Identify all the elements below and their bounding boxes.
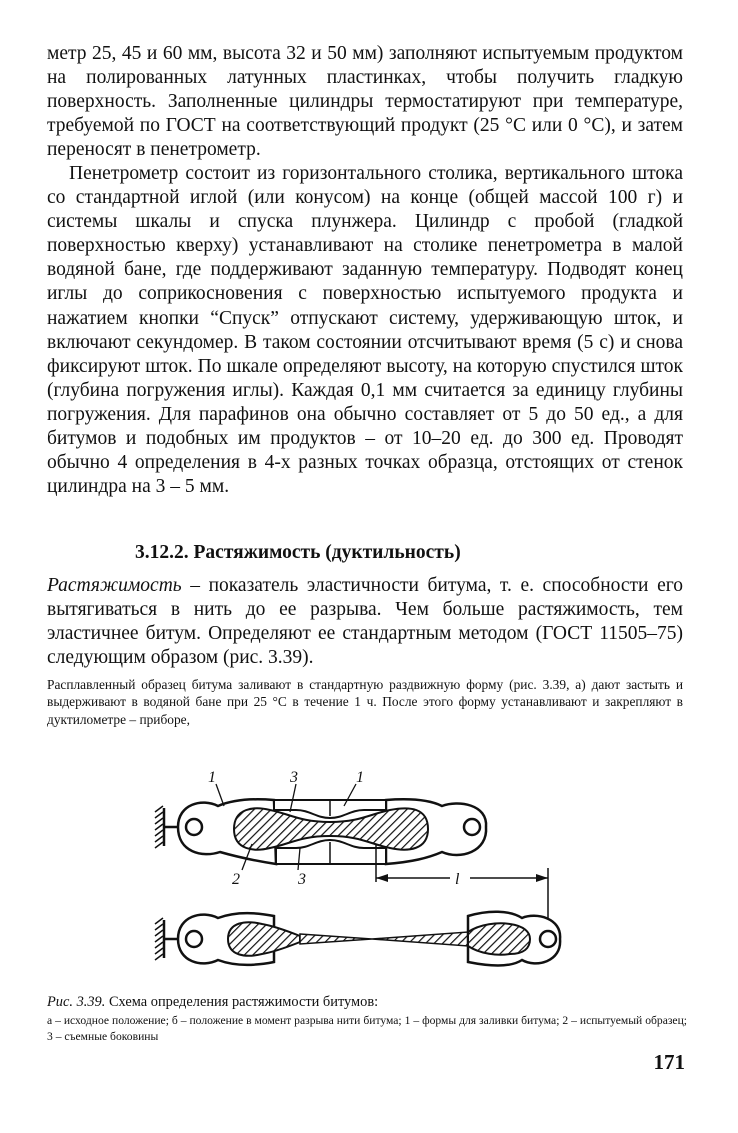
ductility-schematic — [150, 760, 570, 980]
paragraph-3-text: – показатель эластичности битума, т. е. способности его вытягиваться в нить до ее разрыва. Чем больше растяжимость, тем эластичнее битум. Определяют ее стандартным методом (ГОСТ 11505–75) следующим образом (рис. 3.39). — [47, 575, 683, 669]
label-specimen: 2 — [232, 871, 240, 888]
figure-ductility-diagram — [150, 760, 570, 985]
caption-number: Рис. 3.39. — [47, 994, 106, 1010]
paragraph-1: метр 25, 45 и 60 мм, высота 32 и 50 мм) заполняют испытуемым продуктом на полированных латунных пластинках, чтобы получить гладкую поверхность. Заполненные цилиндры термостатируют при температуре, требуемой по ГОСТ на соответствующий продукт (25 °С или 0 °С), и затем переносят в пенетрометр. — [47, 43, 683, 161]
label-length-l: l — [455, 871, 460, 888]
paragraph-3 — [47, 574, 683, 670]
section-heading: 3.12.2. Растяжимость (дуктильность) — [135, 542, 461, 563]
label-form-right: 1 — [356, 769, 364, 786]
paragraph-2: Пенетрометр состоит из горизонтального столика, вертикального штока со стандартной иглой (или конусом) на конце (общей массой 100 г) и системы шкалы и спуска плунжера. Цилиндр с пробой (гладкой поверхностью кверху) устанавливают на столике пенетрометра в малой водяной бане, где поддерживают заданную температуру. Подводят конец иглы до соприкосновения с поверхностью испытуемого продукта и нажатием кнопки “Спуск” отпускают систему, удерживающую шток, и включают секундомер. В таком состоянии отсчитывают время (5 с) и снова фиксируют шток. По шкале определяют высоту, на которую спустился шток (глубина погружения иглы). Каждая 0,1 мм считается за единицу глубины погружения. Для парафинов она обычно составляет от 5 до 50 ед., а для битумов и подобных им продуктов – от 10–20 ед. до 300 ед. Проводят обычно 4 определения в 4-х разных точках образца, отстоящих от стенок цилиндра на 3 – 5 мм. — [47, 163, 683, 498]
figure-caption — [47, 993, 687, 1011]
rupture-position — [155, 912, 560, 966]
term-ductility: Растяжимость — [47, 575, 182, 596]
initial-position — [155, 769, 486, 888]
figure-legend: а – исходное положение; б – положение в момент разрыва нити битума; 1 – формы для заливки битума; 2 – испытуемый образец; 3 – съемные боковины — [47, 1014, 687, 1043]
label-side-bottom: 3 — [298, 871, 306, 888]
small-paragraph: Расплавленный образец битума заливают в стандартную раздвижную форму (рис. 3.39, а) дают застыть и выдерживают в водяной бане при 25 °С в течение 1 ч. После этого форму устанавливают и закрепляют в дуктилометре – приборе, — [47, 677, 683, 727]
caption-title: Схема определения растяжимости битумов: — [105, 994, 379, 1010]
label-side-top: 3 — [290, 769, 298, 786]
label-form-left: 1 — [208, 769, 216, 786]
page-number: 171 — [653, 1050, 685, 1074]
